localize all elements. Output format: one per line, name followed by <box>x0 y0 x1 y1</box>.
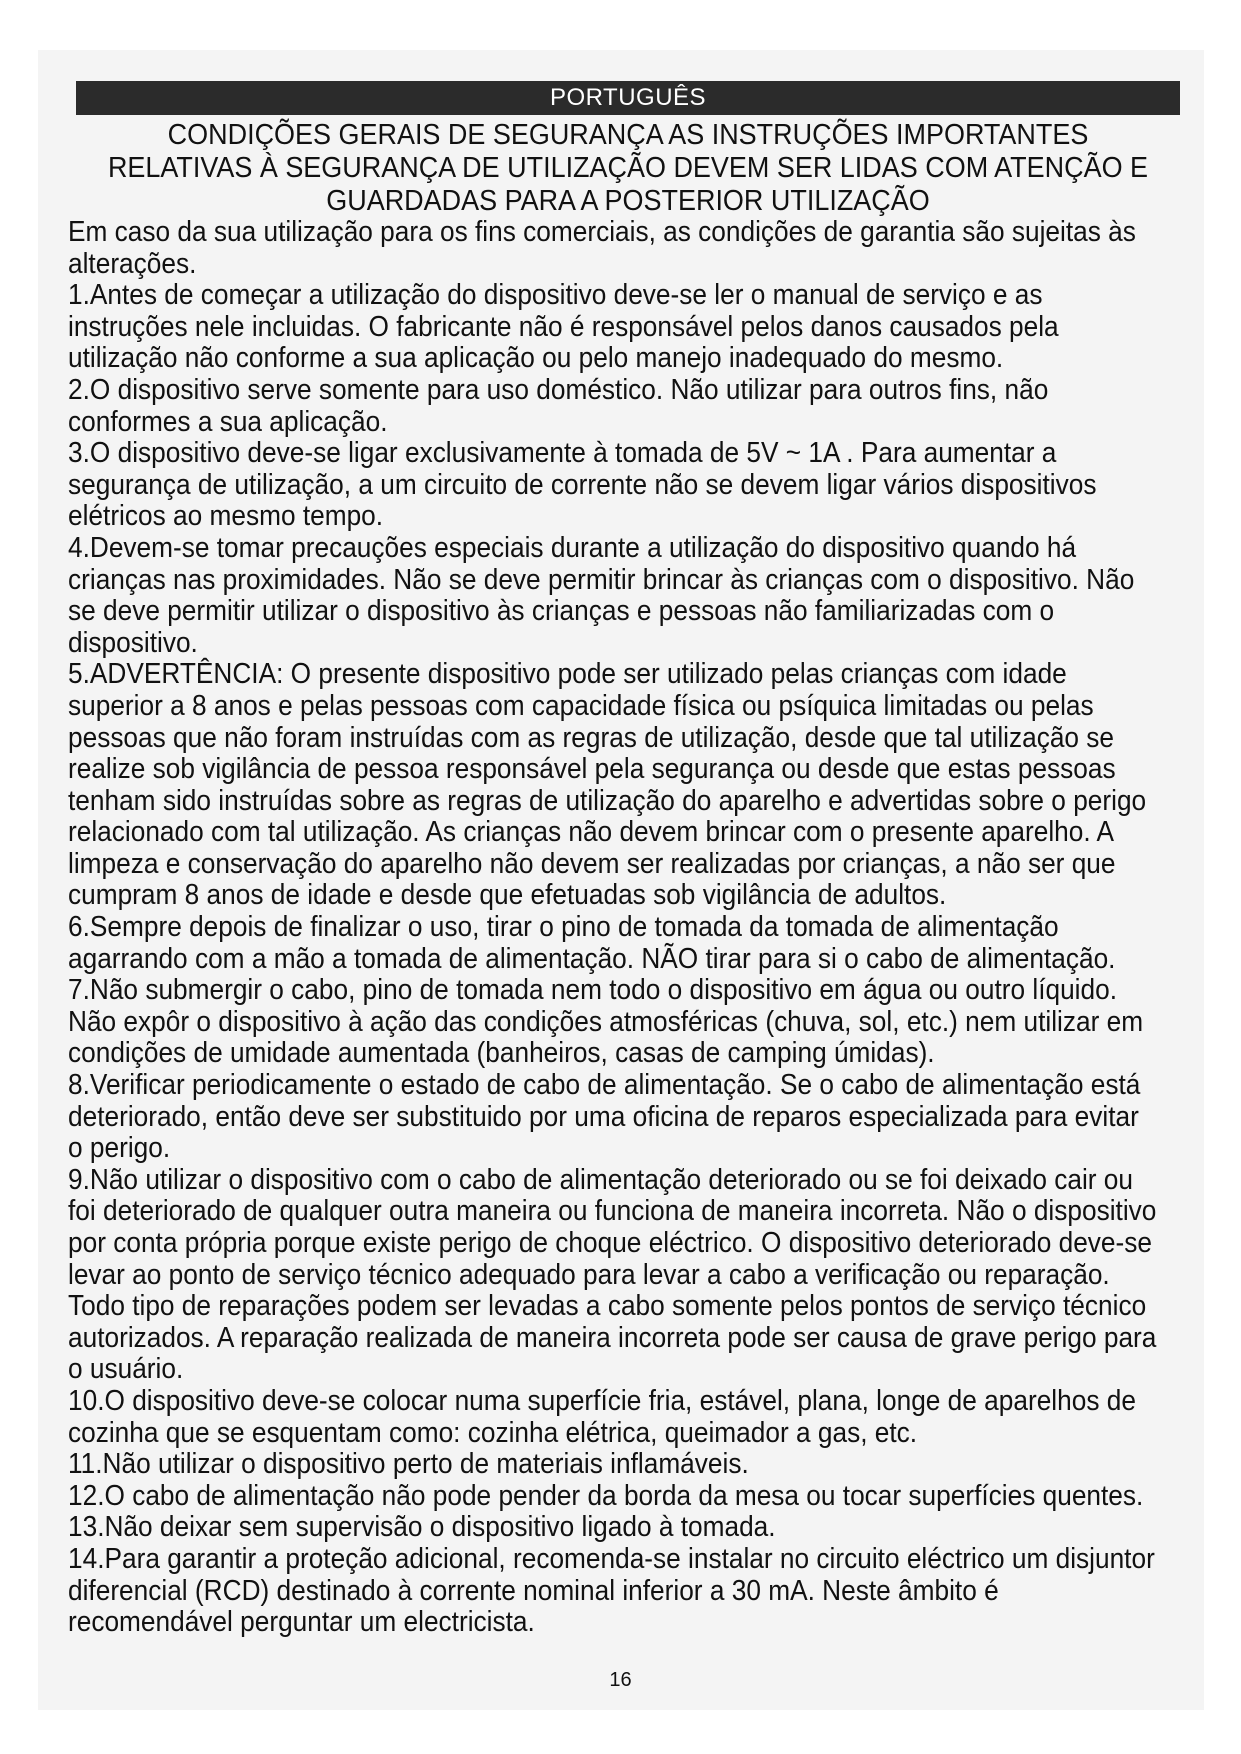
instruction-item-10: 10.O dispositivo deve-se colocar numa superfície fria, estável, plana, longe de aparelhos de cozinha que se esquentam como: cozinha elétrica, queimador a gas, etc. <box>68 1384 1136 1449</box>
safety-instructions <box>68 217 1159 1639</box>
instruction-item-5: 5.ADVERTÊNCIA: O presente dispositivo pode ser utilizado pelas crianças com idade superior a 8 anos e pelas pessoas com capacidade física ou psíquica limitadas ou pelas pessoas que não foram instruídas com as regras de utilização, desde que tal utilização se realize sob vigilância de pessoa responsável pela segurança ou desde que estas pessoas tenham sido instruídas sobre as regras de utilização do aparelho e advertidas sobre o perigo relacionado com tal utilização. As crianças não devem brincar com o presente aparelho. A limpeza e conservação do aparelho não devem ser realizadas por crianças, a não ser que cumpram 8 anos de idade e desde que efetuadas sob vigilância de adultos. <box>68 658 1147 912</box>
instruction-item-11: 11.Não utilizar o dispositivo perto de materiais inflamáveis. <box>68 1448 749 1481</box>
instruction-item-7: 7.Não submergir o cabo, pino de tomada nem todo o dispositivo em água ou outro líquido. Não expôr o dispositivo à ação das condições atmosféricas (chuva, sol, etc.) nem utilizar em condições de umidade aumentada (banheiros, casas de camping úmidas). <box>68 974 1144 1070</box>
instruction-item-6: 6.Sempre depois de finalizar o uso, tirar o pino de tomada da tomada de alimentação agarrando com a mão a tomada de alimentação. NÃO tirar para si o cabo de alimentação. <box>68 911 1116 975</box>
instruction-item-13: 13.Não deixar sem supervisão o dispositivo ligado à tomada. <box>68 1511 776 1544</box>
instruction-item-12: 12.O cabo de alimentação não pode pender da borda da mesa ou tocar superfícies quentes. <box>68 1479 1144 1512</box>
intro-paragraph: Em caso da sua utilização para os fins comerciais, as condições de garantia são sujeitas às alterações. <box>68 216 1136 280</box>
instruction-item-1: 1.Antes de começar a utilização do dispositivo deve-se ler o manual de serviço e as instruções nele incluidas. O fabricante não é responsável pelos danos causados pela utilização não conforme a sua aplicação ou pelo manejo inadequado do mesmo. <box>68 279 1059 375</box>
language-header-bar: PORTUGUÊS <box>76 81 1180 115</box>
instruction-item-9: 9.Não utilizar o dispositivo com o cabo de alimentação deteriorado ou se foi deixado cair ou foi deteriorado de qualquer outra maneira ou funciona de maneira incorreta. Não o dispositivo por conta própria porque existe perigo de choque eléctrico. O dispositivo deteriorado deve-se levar ao ponto de serviço técnico adequado para levar a cabo a verificação ou reparação. Todo tipo de reparações podem ser levadas a cabo somente pelos pontos de serviço técnico autorizados. A reparação realizada de maneira incorreta pode ser causa de grave perigo para o usuário. <box>68 1163 1157 1386</box>
page-number: 16 <box>609 1669 632 1691</box>
instruction-item-4: 4.Devem-se tomar precauções especiais durante a utilização do dispositivo quando há crianças nas proximidades. Não se deve permitir brincar às crianças com o dispositivo. Não se deve permitir utilizar o dispositivo às crianças e pessoas não familiarizadas com o dispositivo. <box>68 531 1135 659</box>
instruction-item-3: 3.O dispositivo deve-se ligar exclusivamente à tomada de 5V ~ 1A . Para aumentar a segurança de utilização, a um circuito de corrente não se devem ligar vários dispositivos elétricos ao mesmo tempo. <box>68 437 1097 533</box>
instruction-item-2: 2.O dispositivo serve somente para uso doméstico. Não utilizar para outros fins, não conformes a sua aplicação. <box>68 373 1049 438</box>
instruction-item-14: 14.Para garantir a proteção adicional, recomenda-se instalar no circuito eléctrico um disjuntor diferencial (RCD) destinado à corrente nominal inferior a 30 mA. Neste âmbito é recomendável perguntar um electricista. <box>68 1542 1155 1639</box>
safety-heading: CONDIÇÕES GERAIS DE SEGURANÇA AS INSTRUÇÕES IMPORTANTES RELATIVAS À SEGURANÇA DE UTILIZAÇÃO DEVEM SER LIDAS COM ATENÇÃO E GUARDADAS PARA A POSTERIOR UTILIZAÇÃO <box>107 119 1149 217</box>
instruction-item-8: 8.Verificar periodicamente o estado de cabo de alimentação. Se o cabo de alimentação está deteriorado, então deve ser substituido por uma oficina de reparos especializada para evitar o perigo. <box>68 1069 1141 1165</box>
